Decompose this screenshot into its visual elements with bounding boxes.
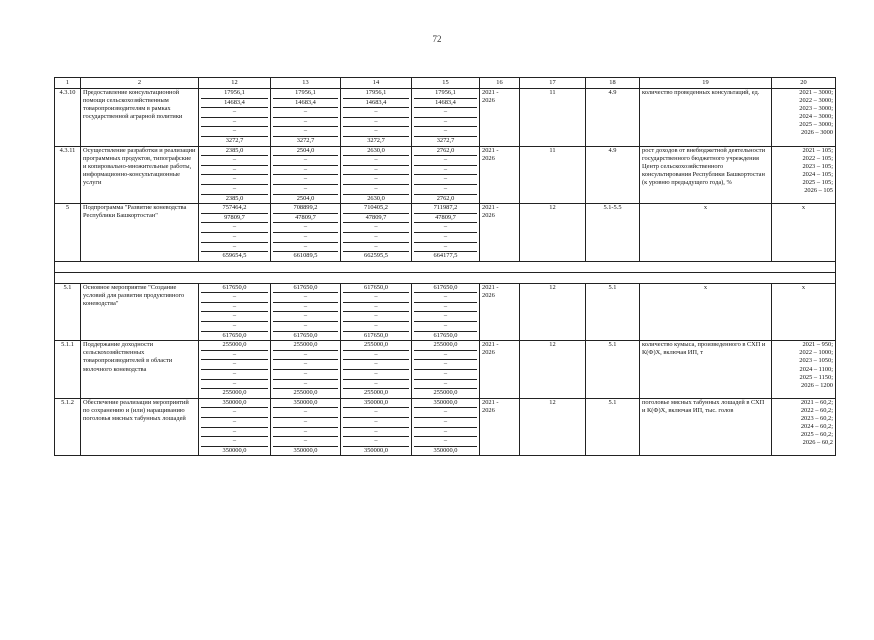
value-item: –	[343, 303, 409, 313]
col-header: 18	[586, 78, 640, 89]
value-item: 17956,1	[201, 89, 268, 99]
value-item: –	[201, 233, 268, 243]
value-stack	[343, 147, 409, 204]
value-item: –	[343, 437, 409, 447]
value-stack	[414, 89, 477, 146]
value-stack	[273, 399, 338, 456]
value-item: –	[273, 185, 338, 195]
value-item: –	[343, 223, 409, 233]
value-item: 14683,4	[201, 99, 268, 109]
col-header: 19	[640, 78, 772, 89]
value-item: –	[414, 223, 477, 233]
col17-value: 12	[520, 341, 586, 399]
col18-value: 4.9	[586, 89, 640, 147]
value-item: –	[343, 108, 409, 118]
value-item: 14683,4	[273, 99, 338, 109]
value-item: –	[343, 166, 409, 176]
table-row	[55, 204, 836, 262]
separator-row	[55, 261, 836, 272]
col-header: 1	[55, 78, 81, 89]
targets: 2021 – 105; 2022 – 105; 2023 – 105; 2024 – 105; 2025 – 105; 2026 – 105	[772, 146, 836, 204]
value-item: –	[273, 380, 338, 390]
period: 2021 - 2026	[480, 283, 520, 341]
value-item: 255000,0	[433, 389, 458, 397]
value-item: 47809,7	[273, 214, 338, 224]
separator-cell	[55, 272, 836, 283]
value-item: –	[414, 175, 477, 185]
value-stack	[273, 341, 338, 398]
value-item: –	[414, 351, 477, 361]
indicator: x	[640, 204, 772, 262]
year-values-cell	[412, 398, 480, 456]
year-values-cell	[271, 146, 341, 204]
value-item: 617650,0	[343, 284, 409, 294]
value-stack	[201, 147, 268, 204]
value-item: 2504,0	[273, 147, 338, 157]
indicator: количество проведенных консультаций, ед.	[640, 89, 772, 147]
value-item: –	[343, 408, 409, 418]
col-header: 2	[81, 78, 199, 89]
value-item: –	[414, 437, 477, 447]
value-stack	[414, 399, 477, 456]
value-item: –	[273, 437, 338, 447]
value-item: –	[273, 127, 338, 137]
row-name: Основное мероприятие "Создание условий для развития продуктивного коневодства"	[81, 283, 199, 341]
value-item: –	[414, 322, 477, 332]
row-number: 5	[55, 204, 81, 262]
value-item: –	[201, 312, 268, 322]
year-values-cell	[199, 341, 271, 399]
value-item: –	[343, 418, 409, 428]
value-item: –	[343, 118, 409, 128]
value-item: 350000,0	[433, 446, 458, 454]
value-stack	[343, 341, 409, 398]
value-item: –	[201, 293, 268, 303]
year-values-cell	[271, 283, 341, 341]
col-header: 12	[199, 78, 271, 89]
row-name: Обеспечение реализации мероприятий по сохранению и (или) наращиванию поголовья мясных табунных лошадей	[81, 398, 199, 456]
value-item: 757464,2	[201, 204, 268, 214]
year-values-cell	[199, 89, 271, 147]
value-item: 255000,0	[343, 341, 409, 351]
value-item: –	[201, 303, 268, 313]
targets: 2021 – 950; 2022 – 1000; 2023 – 1050; 2024 – 1100; 2025 – 1150; 2026 – 1200	[772, 341, 836, 399]
value-item: 17956,1	[273, 89, 338, 99]
value-item: –	[273, 312, 338, 322]
table-row	[55, 341, 836, 399]
value-item: 350000,0	[273, 399, 338, 409]
value-item: –	[201, 118, 268, 128]
value-item: 350000,0	[414, 399, 477, 409]
value-item: –	[273, 166, 338, 176]
year-values-cell	[199, 146, 271, 204]
value-item: –	[273, 322, 338, 332]
value-item: 255000,0	[293, 389, 318, 397]
col17-value: 11	[520, 89, 586, 147]
value-item: 2762,0	[436, 194, 455, 202]
value-item: –	[201, 175, 268, 185]
value-stack	[201, 399, 268, 456]
value-item: –	[414, 108, 477, 118]
col18-value: 5.1	[586, 341, 640, 399]
col17-value: 12	[520, 398, 586, 456]
value-item: 350000,0	[293, 446, 318, 454]
value-item: 2504,0	[296, 194, 315, 202]
value-item: 662595,5	[364, 252, 388, 260]
value-item: –	[343, 293, 409, 303]
value-item: –	[201, 108, 268, 118]
value-item: 255000,0	[414, 341, 477, 351]
value-item: 350000,0	[201, 399, 268, 409]
value-item: –	[201, 127, 268, 137]
value-item: –	[273, 156, 338, 166]
value-stack	[201, 284, 268, 341]
value-stack	[273, 147, 338, 204]
value-item: –	[201, 408, 268, 418]
value-item: –	[343, 322, 409, 332]
value-item: –	[273, 233, 338, 243]
col-header: 14	[341, 78, 412, 89]
year-values-cell	[271, 341, 341, 399]
separator-row	[55, 272, 836, 283]
separator-cell	[55, 261, 836, 272]
value-item: –	[201, 360, 268, 370]
value-item: 711987,2	[414, 204, 477, 214]
row-number: 4.3.10	[55, 89, 81, 147]
value-stack	[343, 204, 409, 261]
value-item: 2762,0	[414, 147, 477, 157]
value-item: 708899,2	[273, 204, 338, 214]
year-values-cell	[271, 89, 341, 147]
row-number: 5.1.1	[55, 341, 81, 399]
year-values-cell	[199, 283, 271, 341]
row-number: 5.1.2	[55, 398, 81, 456]
value-item: –	[273, 303, 338, 313]
value-item: 664177,5	[433, 252, 458, 260]
value-stack	[273, 284, 338, 341]
value-stack	[343, 284, 409, 341]
value-item: –	[414, 127, 477, 137]
value-item: 710405,2	[343, 204, 409, 214]
col18-value: 5.1-5.5	[586, 204, 640, 262]
value-item: –	[414, 156, 477, 166]
year-values-cell	[271, 204, 341, 262]
table-row	[55, 398, 836, 456]
row-name: Осуществление разработки и реализации программных продуктов, типографские и копировально-множительные работы, информационно-консультационные услуги	[81, 146, 199, 204]
value-stack	[414, 204, 477, 261]
value-item: 3272,7	[296, 136, 315, 144]
value-item: –	[343, 312, 409, 322]
year-values-cell	[341, 398, 412, 456]
table-row	[55, 89, 836, 147]
value-item: –	[414, 312, 477, 322]
col17-value: 11	[520, 146, 586, 204]
value-item: –	[343, 127, 409, 137]
value-item: –	[273, 418, 338, 428]
table-row	[55, 283, 836, 341]
targets: x	[772, 283, 836, 341]
period: 2021 - 2026	[480, 146, 520, 204]
value-stack	[343, 89, 409, 146]
year-values-cell	[341, 146, 412, 204]
value-item: 2385,0	[201, 147, 268, 157]
value-stack	[273, 204, 338, 261]
period: 2021 - 2026	[480, 341, 520, 399]
row-number: 5.1	[55, 283, 81, 341]
col18-value: 5.1	[586, 398, 640, 456]
value-item: 3272,7	[367, 136, 385, 144]
value-item: –	[343, 360, 409, 370]
col-header: 17	[520, 78, 586, 89]
value-item: 14683,4	[343, 99, 409, 109]
year-values-cell	[271, 398, 341, 456]
value-item: –	[343, 243, 409, 253]
header-row	[55, 78, 836, 89]
year-values-cell	[412, 283, 480, 341]
value-item: 350000,0	[343, 399, 409, 409]
value-item: 14683,4	[414, 99, 477, 109]
period: 2021 - 2026	[480, 398, 520, 456]
value-item: 3272,7	[225, 136, 244, 144]
value-item: 255000,0	[364, 389, 388, 397]
value-item: –	[201, 223, 268, 233]
value-item: –	[414, 303, 477, 313]
value-item: –	[343, 370, 409, 380]
period: 2021 - 2026	[480, 204, 520, 262]
indicator: x	[640, 283, 772, 341]
value-item: 2385,0	[225, 194, 244, 202]
value-item: –	[414, 185, 477, 195]
value-item: –	[201, 166, 268, 176]
value-item: –	[414, 360, 477, 370]
table-row	[55, 146, 836, 204]
row-number: 4.3.11	[55, 146, 81, 204]
value-stack	[414, 147, 477, 204]
value-item: –	[273, 408, 338, 418]
row-name: Поддержание доходности сельскохозяйственных товаропроизводителей в области молочного коневодства	[81, 341, 199, 399]
year-values-cell	[412, 146, 480, 204]
value-item: –	[201, 418, 268, 428]
value-item: –	[201, 185, 268, 195]
value-item: –	[273, 175, 338, 185]
row-name: Предоставление консультационной помощи сельскохозяйственным товаропроизводителям в рамках государственной аграрной политики	[81, 89, 199, 147]
value-item: –	[201, 370, 268, 380]
value-item: 617650,0	[364, 331, 388, 339]
value-item: –	[414, 166, 477, 176]
value-item: 17956,1	[414, 89, 477, 99]
col18-value: 4.9	[586, 146, 640, 204]
value-stack	[201, 204, 268, 261]
value-item: 350000,0	[364, 446, 388, 454]
value-item: –	[273, 351, 338, 361]
value-item: 617650,0	[222, 331, 247, 339]
value-item: 3272,7	[436, 136, 455, 144]
value-item: –	[273, 243, 338, 253]
col17-value: 12	[520, 204, 586, 262]
value-item: –	[273, 428, 338, 438]
value-item: –	[343, 156, 409, 166]
value-item: 617650,0	[201, 284, 268, 294]
year-values-cell	[341, 204, 412, 262]
value-item: –	[273, 293, 338, 303]
col-header: 15	[412, 78, 480, 89]
year-values-cell	[412, 204, 480, 262]
value-stack	[273, 89, 338, 146]
value-stack	[414, 284, 477, 341]
year-values-cell	[199, 398, 271, 456]
period: 2021 - 2026	[480, 89, 520, 147]
value-item: 255000,0	[273, 341, 338, 351]
value-item: –	[343, 351, 409, 361]
value-item: 17956,1	[343, 89, 409, 99]
value-item: –	[414, 370, 477, 380]
value-item: –	[201, 428, 268, 438]
value-item: –	[414, 418, 477, 428]
col-header: 13	[271, 78, 341, 89]
value-item: 2630,0	[343, 147, 409, 157]
value-item: –	[201, 437, 268, 447]
page-number: 72	[432, 34, 442, 44]
value-item: –	[273, 118, 338, 128]
value-item: 617650,0	[273, 284, 338, 294]
indicator: поголовье мясных табунных лошадей в СХП и К(Ф)Х, включая ИП, тыс. голов	[640, 398, 772, 456]
value-item: 47809,7	[414, 214, 477, 224]
value-item: 617650,0	[433, 331, 458, 339]
year-values-cell	[341, 283, 412, 341]
value-item: 97809,7	[201, 214, 268, 224]
year-values-cell	[412, 341, 480, 399]
value-item: –	[414, 243, 477, 253]
col18-value: 5.1	[586, 283, 640, 341]
year-values-cell	[199, 204, 271, 262]
value-stack	[414, 341, 477, 398]
value-item: 255000,0	[222, 389, 247, 397]
value-item: –	[201, 351, 268, 361]
value-item: 661089,5	[293, 252, 318, 260]
targets: x	[772, 204, 836, 262]
value-item: –	[343, 428, 409, 438]
value-item: –	[414, 380, 477, 390]
value-item: –	[414, 293, 477, 303]
value-item: –	[273, 370, 338, 380]
value-item: –	[343, 185, 409, 195]
col17-value: 12	[520, 283, 586, 341]
value-item: –	[201, 322, 268, 332]
value-item: 47809,7	[343, 214, 409, 224]
value-item: –	[414, 408, 477, 418]
value-item: –	[273, 223, 338, 233]
value-item: –	[273, 360, 338, 370]
value-stack	[201, 89, 268, 146]
year-values-cell	[341, 89, 412, 147]
value-item: –	[273, 108, 338, 118]
value-item: 2630,0	[367, 194, 385, 202]
col-header: 20	[772, 78, 836, 89]
program-table	[54, 77, 836, 456]
value-item: –	[414, 233, 477, 243]
value-item: 617650,0	[414, 284, 477, 294]
value-item: –	[201, 156, 268, 166]
indicator: количество кумыса, произведенного в СХП и К(Ф)Х, включая ИП, т	[640, 341, 772, 399]
targets: 2021 – 60,2; 2022 – 60,2; 2023 – 60,2; 2024 – 60,2; 2025 – 60,2; 2026 – 60,2	[772, 398, 836, 456]
col-header: 16	[480, 78, 520, 89]
value-item: –	[343, 380, 409, 390]
value-item: 255000,0	[201, 341, 268, 351]
table-body	[55, 89, 836, 456]
value-stack	[201, 341, 268, 398]
value-item: –	[414, 118, 477, 128]
value-item: –	[414, 428, 477, 438]
value-item: –	[201, 380, 268, 390]
value-item: –	[343, 175, 409, 185]
year-values-cell	[412, 89, 480, 147]
value-stack	[343, 399, 409, 456]
value-item: 659654,5	[222, 252, 247, 260]
targets: 2021 – 3000; 2022 – 3000; 2023 – 3000; 2024 – 3000; 2025 – 3000; 2026 – 3000	[772, 89, 836, 147]
value-item: –	[201, 243, 268, 253]
value-item: 350000,0	[222, 446, 247, 454]
value-item: 617650,0	[293, 331, 318, 339]
value-item: –	[343, 233, 409, 243]
indicator: рост доходов от внебюджетной деятельности государственного бюджетного учреждения Центр сельскохозяйственного консультирования Республики Башкортостан (к уровню предыдущего года), %	[640, 146, 772, 204]
row-name: Подпрограмма "Развитие коневодства Республики Башкортостан"	[81, 204, 199, 262]
year-values-cell	[341, 341, 412, 399]
